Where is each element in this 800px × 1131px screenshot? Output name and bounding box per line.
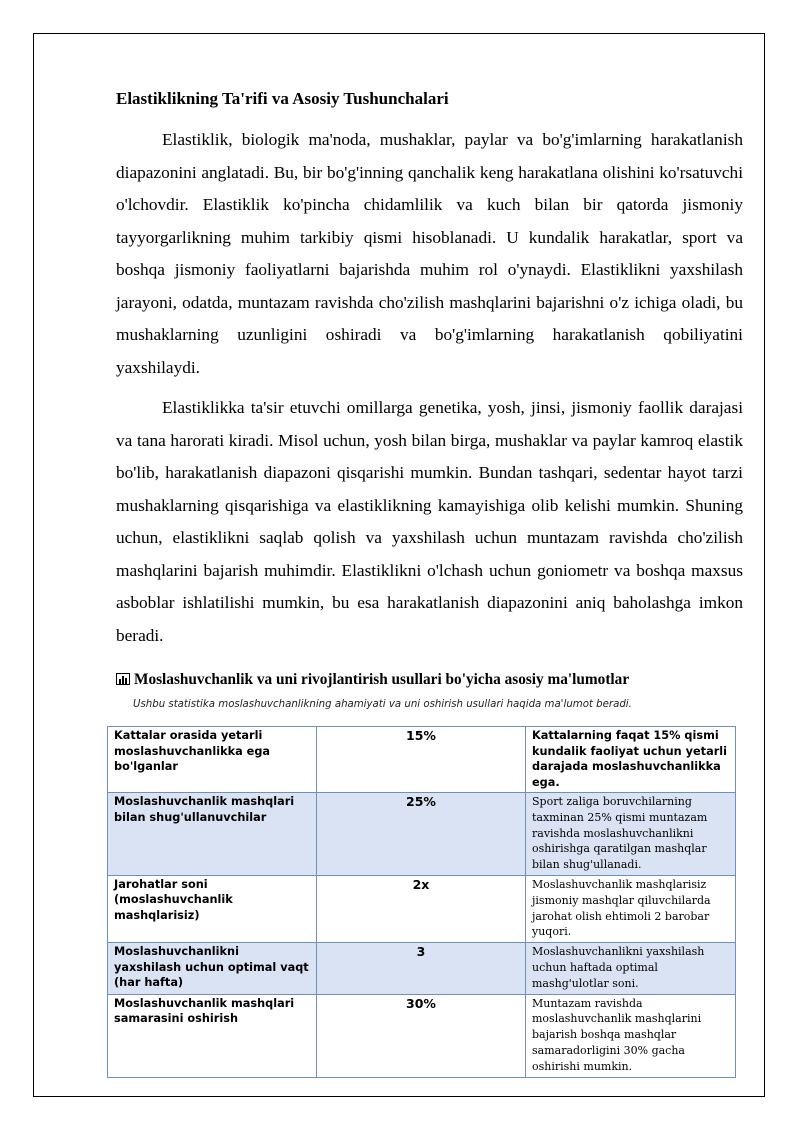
row-description: Muntazam ravishda moslashuvchanlik mashqlarini bajarish boshqa mashqlar samaradorligini 30% gacha oshirishi mumkin. bbox=[526, 994, 736, 1077]
row-description: Moslashuvchanlikni yaxshilash uchun haftada optimal mashg'ulotlar soni. bbox=[526, 943, 736, 994]
paragraph-2: Elastiklikka ta'sir etuvchi omillarga genetika, yosh, jinsi, jismoniy faollik darajasi va tana harorati kiradi. Misol uchun, yosh bilan birga, mushaklar va paylar kamroq elastik bo'lib, harakatlanish diapazoni qisqarishi mumkin. Bundan tashqari, sedentar hayot tarzi mushaklarning qisqarishiga va elastiklikning kamayishiga olib kelishi mumkin. Shuning uchun, elastiklikni saqlab qolish va yaxshilash uchun muntazam ravishda cho'zilish mashqlarini bajarish muhimdir. Elastiklikni o'lchash uchun goniometr va boshqa maxsus asboblar ishlatilishi mumkin, bu esa harakatlanish diapazonini aniq baholashga imkon beradi. bbox=[116, 398, 743, 645]
row-description: Kattalarning faqat 15% qismi kundalik faoliyat uchun yetarli darajada moslashuvchanlikka ega. bbox=[526, 727, 736, 793]
row-value: 3 bbox=[317, 943, 526, 994]
stats-table bbox=[107, 726, 736, 1078]
table-row bbox=[108, 943, 736, 994]
document-heading: Elastiklikning Ta'rifi va Asosiy Tushunchalari bbox=[116, 89, 449, 108]
row-value: 2x bbox=[317, 875, 526, 942]
row-description: Moslashuvchanlik mashqlarisiz jismoniy mashqlar qiluvchilarda jarohat olish ehtimoli 2 barobar yuqori. bbox=[526, 875, 736, 942]
table-row bbox=[108, 875, 736, 942]
bar-chart-icon bbox=[116, 671, 130, 683]
row-description: Sport zaliga boruvchilarning taxminan 25% qismi muntazam ravishda moslashuvchanlikni oshirishga qaratilgan mashqlar bilan shug'ullanadi. bbox=[526, 793, 736, 876]
section-title-text: Moslashuvchanlik va uni rivojlantirish usullari bo'yicha asosiy ma'lumotlar bbox=[134, 671, 630, 688]
row-label: Jarohatlar soni (moslashuvchanlik mashqlarisiz) bbox=[108, 875, 317, 942]
row-value: 15% bbox=[317, 727, 526, 793]
paragraph-1: Elastiklik, biologik ma'noda, mushaklar, paylar va bo'g'imlarning harakatlanish diapazonini anglatadi. Bu, bir bo'g'inning qanchalik keng harakatlana olishini ko'rsatuvchi o'lchovdir. Elastiklik ko'pincha chidamlilik va kuch bilan bir qatorda jismoniy tayyorgarlikning muhim tarkibiy qismi hisoblanadi. U kundalik harakatlar, sport va boshqa jismoniy faoliyatlarni bajarishda muhim rol o'ynaydi. Elastiklikni yaxshilash jarayoni, odatda, muntazam ravishda cho'zilish mashqlarini bajarishni o'z ichiga oladi, bu mushaklarning uzunligini oshiradi va bo'g'imlarning harakatlanish qobiliyatini yaxshilaydi. bbox=[116, 130, 743, 377]
row-value: 30% bbox=[317, 994, 526, 1077]
table-row bbox=[108, 727, 736, 793]
row-value: 25% bbox=[317, 793, 526, 876]
table-row bbox=[108, 994, 736, 1077]
row-label: Moslashuvchanlik mashqlari samarasini oshirish bbox=[108, 994, 317, 1077]
section-title bbox=[116, 670, 756, 690]
table-row bbox=[108, 793, 736, 876]
row-label: Moslashuvchanlik mashqlari bilan shug'ullanuvchilar bbox=[108, 793, 317, 876]
row-label: Moslashuvchanlikni yaxshilash uchun optimal vaqt (har hafta) bbox=[108, 943, 317, 994]
section-subtitle: Ushbu statistika moslashuvchanlikning ahamiyati va uni oshirish usullari haqida ma'lumot beradi. bbox=[133, 699, 632, 710]
row-label: Kattalar orasida yetarli moslashuvchanlikka ega bo'lganlar bbox=[108, 727, 317, 793]
